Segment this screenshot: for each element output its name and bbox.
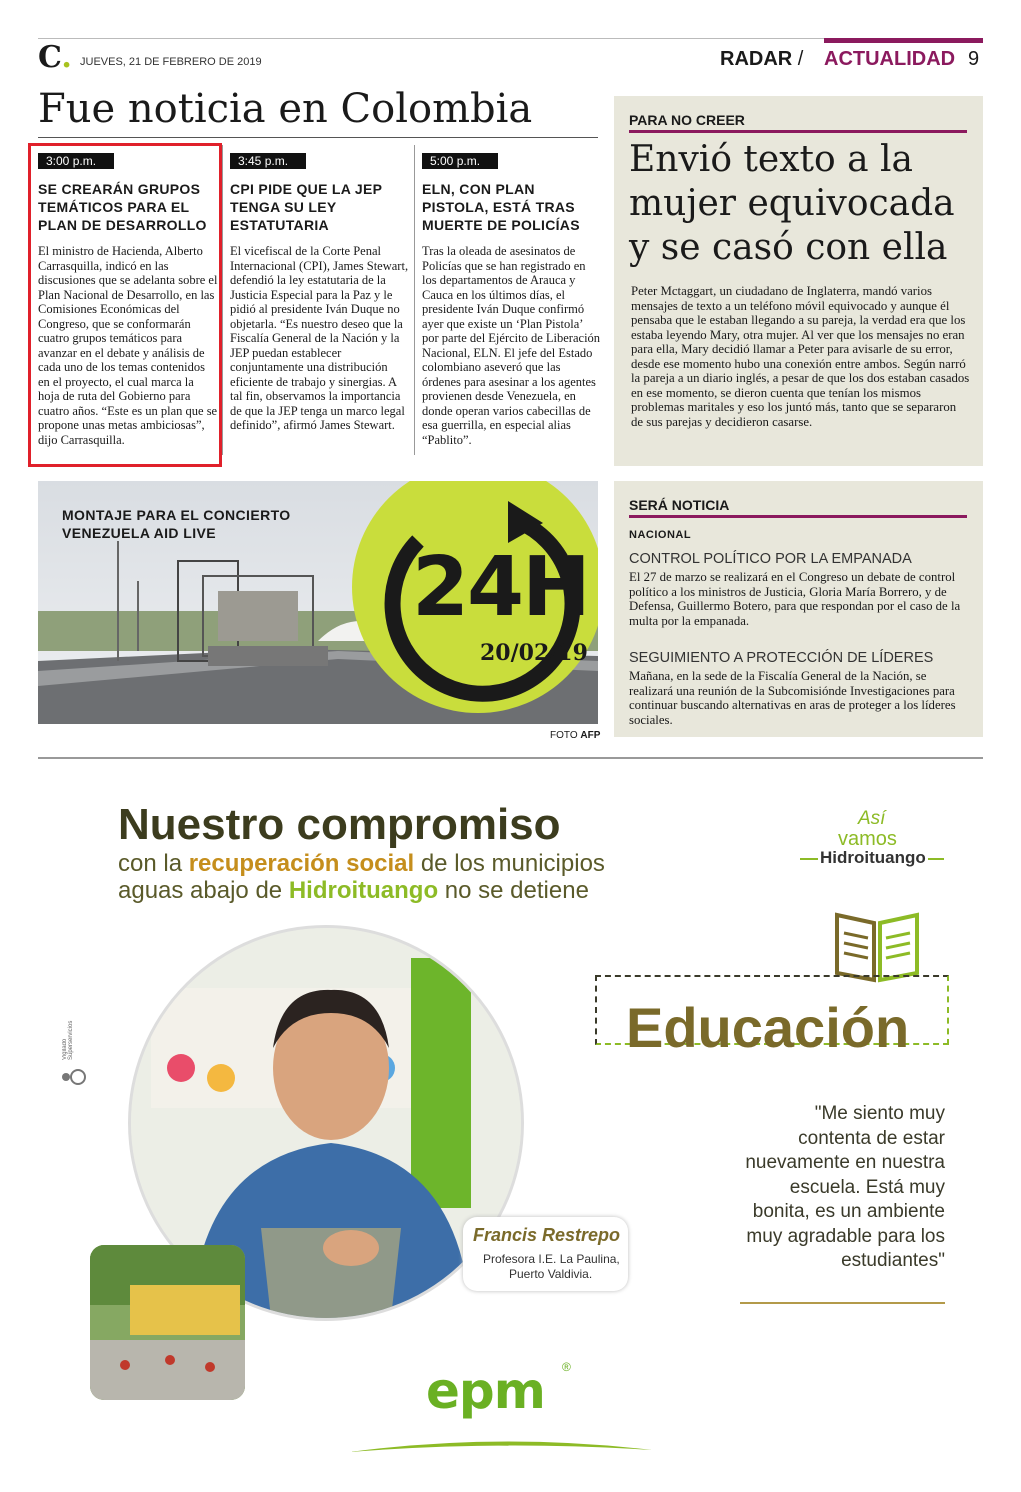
testimonial-quote: "Me siento muy contenta de estar nuevamente en nuestra escuela. Está muy bonita, es un ambiente muy agradable para los estudiantes" <box>745 1103 945 1271</box>
time-badge: 5:00 p.m. <box>422 153 498 169</box>
hidro-line-left <box>800 858 818 860</box>
panel-rule <box>629 515 967 518</box>
registered-mark: ® <box>562 1360 571 1374</box>
article-body: El vicefiscal de la Corte Penal Internacional (CPI), James Stewart, defendió la ley estatutaria de la Justicia Especial para la Paz y le pidió al presidente Iván Duque no objetarla. “Es nuestro deseo que la Fiscalía General de la Nación y la JEP puedan establecer conjuntamente una distribución eficiente de trabajo y sinergias. A tal fin, observamos la importancia de que la JEP tenga un marco legal definido”, afirmó James Stewart. <box>230 244 409 432</box>
hidro-line-right <box>928 858 944 860</box>
person-name: Francis Restrepo <box>473 1225 621 1245</box>
24h-badge-date: 20/02/19 <box>480 640 588 666</box>
subsection-name: ACTUALIDAD <box>824 48 956 70</box>
news-column-2 <box>230 145 410 433</box>
page-number: 9 <box>968 48 980 70</box>
issue-date: JUEVES, 21 DE FEBRERO DE 2019 <box>80 56 262 68</box>
vamos-label: vamos <box>838 828 897 850</box>
category-label: NACIONAL <box>629 529 692 541</box>
educacion-heading: Educación <box>626 996 910 1059</box>
panel-label: SERÁ NOTICIA <box>629 497 730 513</box>
epm-swoosh <box>350 1432 652 1454</box>
article-title: ELN, CON PLAN PISTOLA, ESTÁ TRAS MUERTE DE POLICÍAS <box>422 181 580 233</box>
photo-credit: FOTO AFP <box>550 730 601 741</box>
column-divider <box>414 145 415 455</box>
section-divider <box>38 757 983 759</box>
asi-label: Así <box>858 808 886 829</box>
photo-caption: MONTAJE PARA EL CONCIERTO VENEZUELA AID LIVE <box>62 507 291 541</box>
page-title: Fue noticia en Colombia <box>38 86 533 132</box>
article-title: SE CREARÁN GRUPOS TEMÁTICOS PARA EL PLAN DE DESARROLLO <box>38 181 207 233</box>
panel-rule <box>629 130 967 133</box>
panel-label: PARA NO CREER <box>629 112 745 128</box>
section-accent-bar <box>824 38 983 43</box>
vigilado-seal: Vigilado Superservicios <box>62 1020 74 1060</box>
highlight-box <box>28 143 222 467</box>
school-photo <box>90 1245 245 1400</box>
24h-badge-text: 24H <box>412 540 589 635</box>
story-title: Envió texto a la mujer equivocada y se casó con ella <box>629 139 955 268</box>
name-card <box>463 1217 628 1291</box>
book-icon <box>832 905 922 985</box>
epm-logo: epm <box>426 1362 545 1420</box>
person-role: Profesora I.E. La Paulina, <box>483 1252 620 1266</box>
item-title: SEGUIMIENTO A PROTECCIÓN DE LÍDERES <box>629 650 934 666</box>
time-badge: 3:00 p.m. <box>38 153 114 169</box>
column-divider <box>222 145 223 455</box>
item-title: CONTROL POLÍTICO POR LA EMPANADA <box>629 551 912 567</box>
story-body: Peter Mctaggart, un ciudadano de Inglaterra, mandó varios mensajes de texto a un teléfono móvil equivocado y aunque él pensaba que le estaban llegando a su pareja, la verdad era que los estaba leyendo Mary, otra mujer. Al ver que los mensajes no eran para ella, Mary decidió llamar a Peter para avisarle de su error, desde ese momento hubo una conexión entre ambos. Según narró la pareja a un diario inglés, a pesar de que los dos estaban casados en ese momento, se dieron cuenta que tenían los mismos problemas maritales y eso los juntó más, tanto que se separaron de sus parejas y decidieron casarse. <box>631 284 970 429</box>
section-name: RADAR / <box>720 48 804 70</box>
news-column-3 <box>422 145 602 447</box>
ad-title: Nuestro compromiso <box>118 800 561 849</box>
person-location: Puerto Valdivia. <box>509 1267 593 1281</box>
headline-rule <box>38 137 598 138</box>
article-body: El ministro de Hacienda, Alberto Carrasquilla, indicó en las discusiones que se adelanta sobre el Plan Nacional de Desarrollo, en las Comisiones Económicas del Congreso, que se conformarán cuatro grupos temáticos para avanzar en el debate y análisis de cada uno de los temas contenidos en el proyecto, el cual marca la hoja de ruta del Gobierno para cuatro años. “Este es un plan que se propone unas metas ambiciosas”, dijo Carrasquilla. <box>38 244 218 447</box>
item-body: Mañana, en la sede de la Fiscalía General de la Nación, se realizará una reunión de la Subcomisiónde Investigaciones para continuar buscando alternativas en aras de proteger a los líderes sociales. <box>629 669 956 727</box>
article-body: Tras la oleada de asesinatos de Policías que se han registrado en los departamentos de Arauca y Cauca en los últimos días, el presidente Iván Duque confirmó ayer que existe un ‘Plan Pistola’ por parte del Ejército de Liberación Nacional, ELN. El jefe del Estado colombiano aseveró que las órdenes para asesinar a los agentes provienen desde Venezuela, en donde operan varios cabecillas de esa guerrilla, en especial alias “Pablito”. <box>422 244 601 447</box>
time-badge: 3:45 p.m. <box>230 153 306 169</box>
superservicios-icon <box>60 1068 90 1086</box>
hidro-label: Hidroituango <box>820 848 926 867</box>
ad-subtitle: con la recuperación social de los municipios aguas abajo de Hidroituango no se detiene <box>118 850 605 904</box>
para-no-creer-panel <box>614 96 983 466</box>
item-body: El 27 de marzo se realizará en el Congreso un debate de control político a los ministros de Justicia, Gloria María Borrero, y de Defensa, Guillermo Botero, para que respondan por el caso de la multa por la empanada. <box>629 570 961 628</box>
newspaper-logo[interactable]: C. <box>38 40 72 75</box>
quote-rule <box>740 1302 945 1304</box>
sera-noticia-panel <box>614 481 983 737</box>
article-title: CPI PIDE QUE LA JEP TENGA SU LEY ESTATUTARIA <box>230 181 382 233</box>
